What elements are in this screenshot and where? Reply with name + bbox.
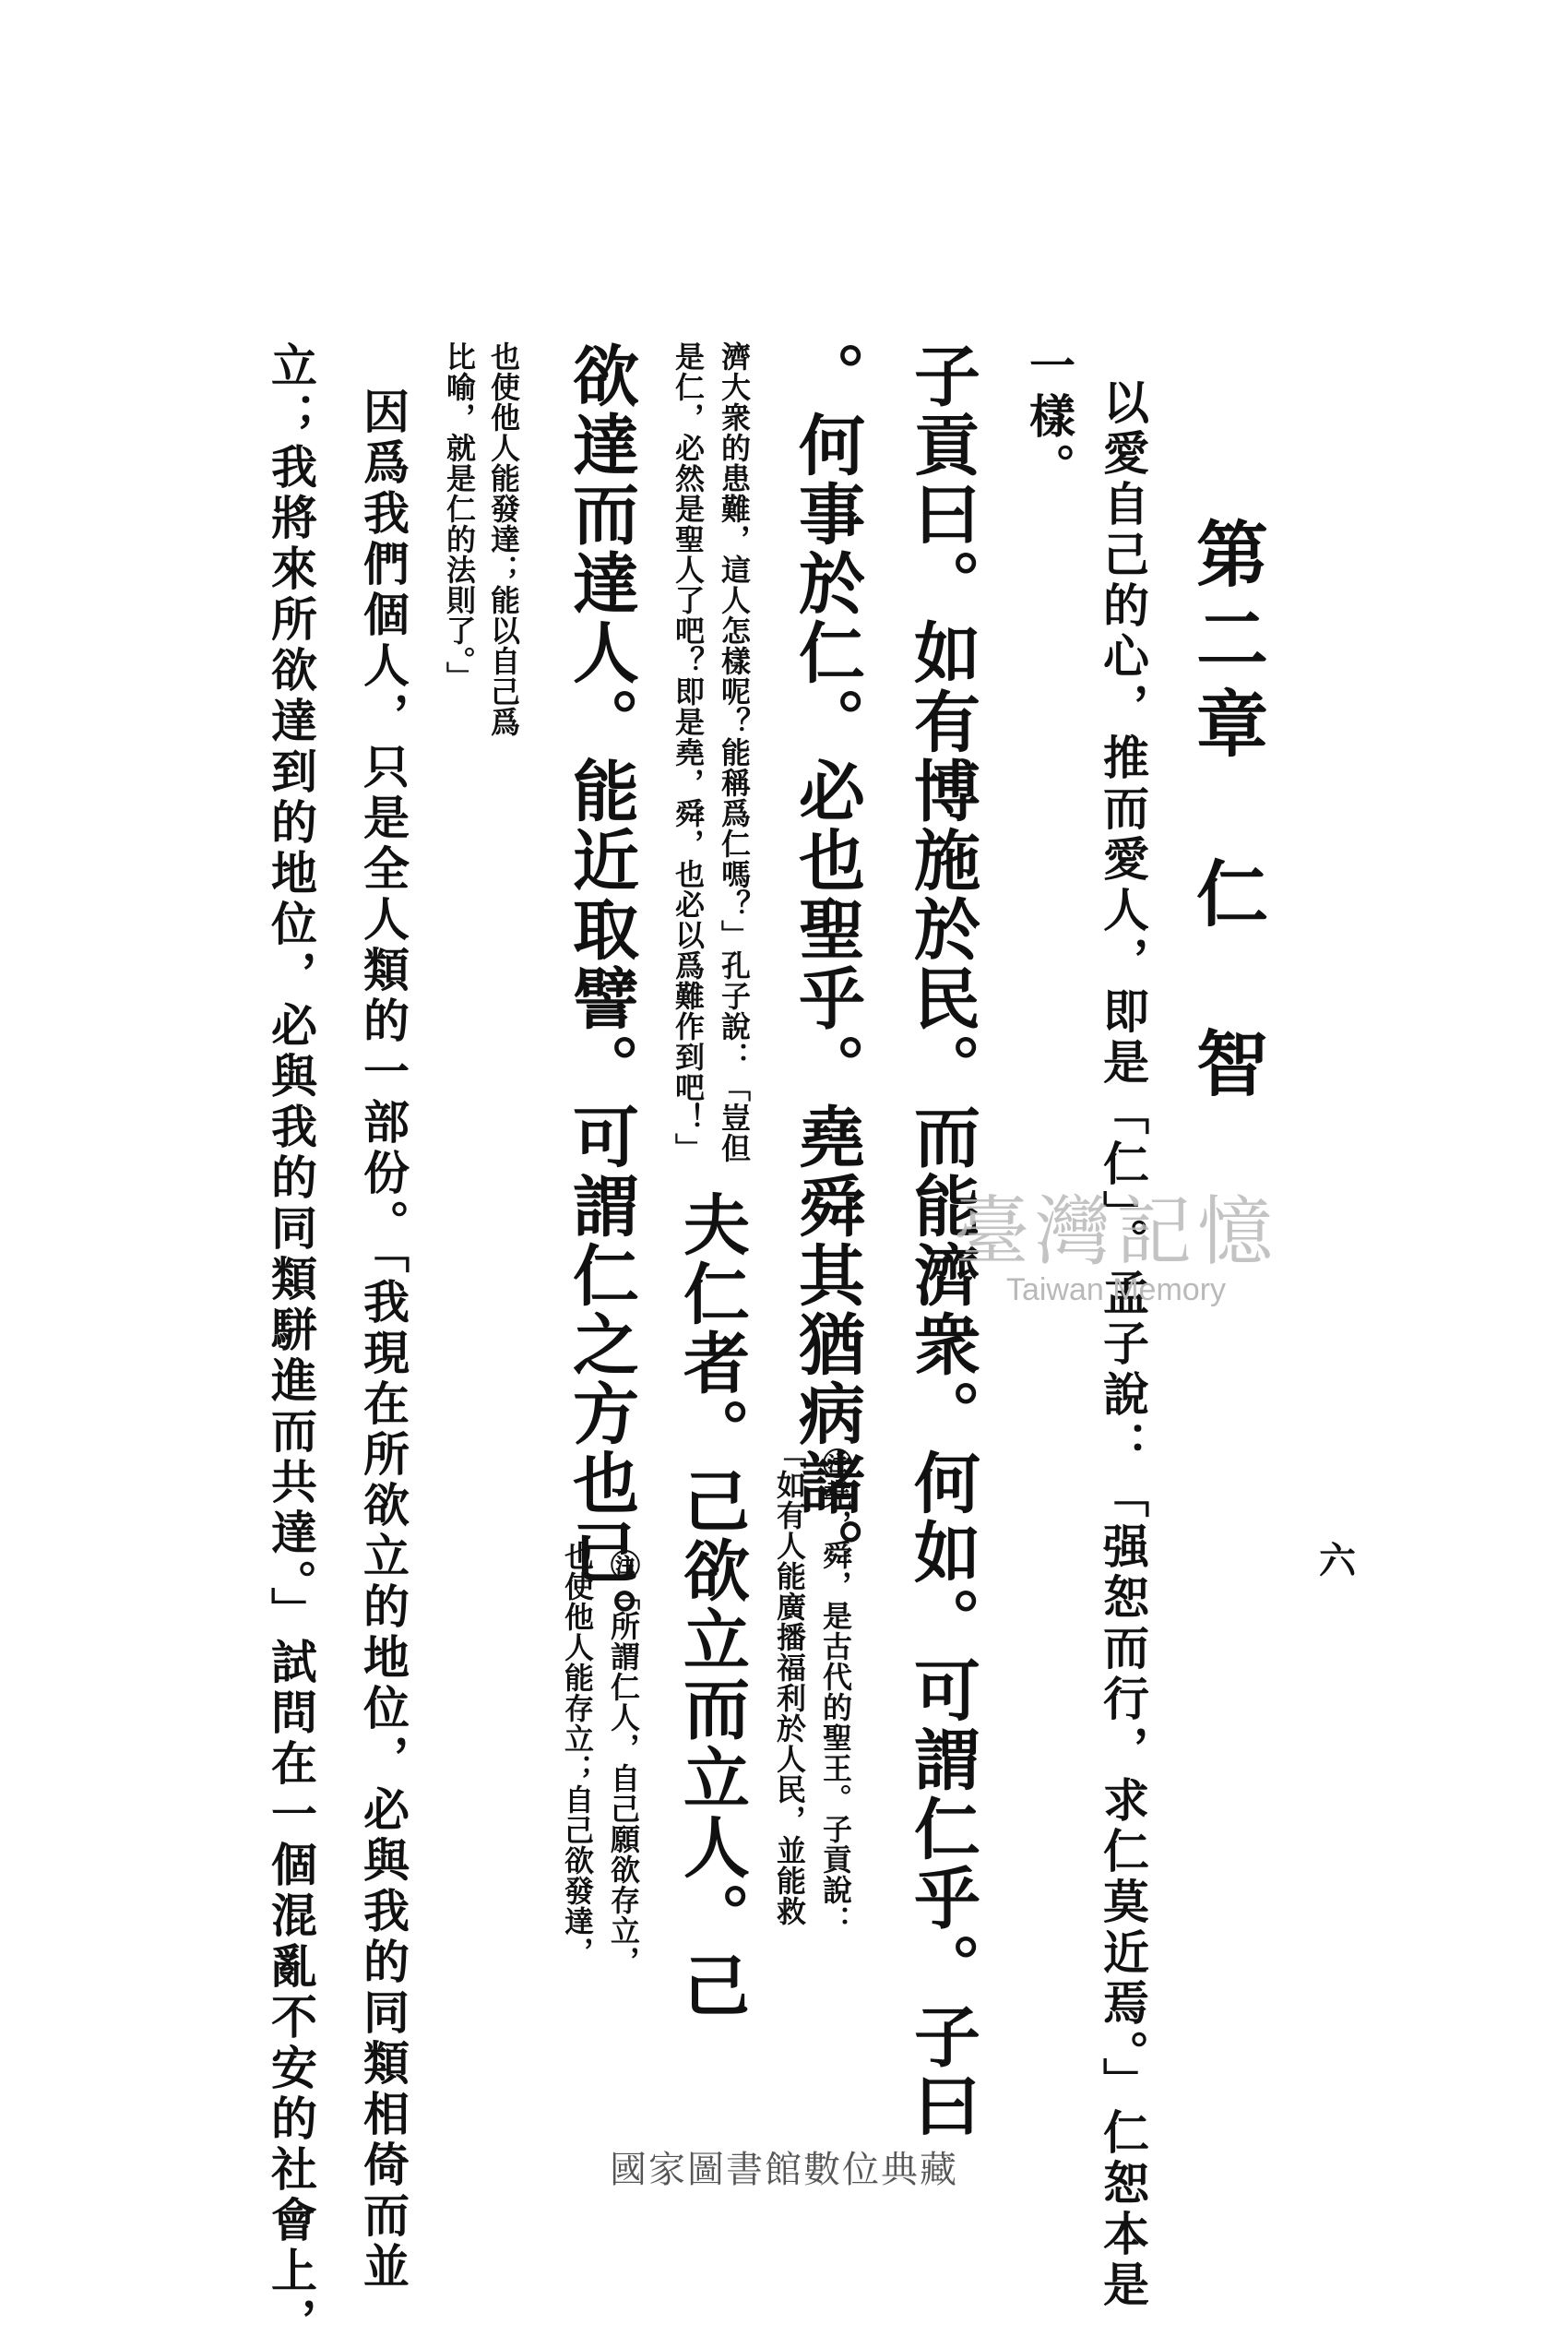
footer-credit: 國家圖書館數位典藏 [610,2149,958,2191]
text-column-4: 立；我將來所欲達到的地位，必與我的同類駢進而共達。」試問在一個混亂不安的社會上， [264,341,318,2348]
note-column-6: 也使他人能存立；自己欲發達， [560,1541,595,1967]
note-column-5: ㊟「所謂仁人，自己願欲存立， [606,1550,641,1976]
text-column-3: 因爲我們個人，只是全人類的一部份。「我現在所欲立的地位，必與我的同類相倚而並 [356,387,410,2293]
note-column-1: ㊟堯，舜，是古代的聖王。子貢說： [818,1448,853,1936]
text-column-1: 以愛自己的心，推而愛人，即是「仁」。孟子說：「强恕而行，求仁莫近焉。」仁恕本是 [1096,378,1150,2311]
note-column-2: 「如有人能廣播福利於人民，並能救 [772,1439,807,1926]
note-column-4: 是仁，必然是聖人了吧？即是堯，舜，也必以爲難作到吧！」 [671,341,706,1163]
watermark-english: Taiwan Memory [1005,1272,1227,1307]
watermark [950,1172,1282,1308]
chapter-title: 第二章 仁 智 [1184,517,1268,1111]
page-number: 六 [1319,1539,1356,1582]
quote-column-1: 子貢曰。如有博施於民。而能濟衆。何如。可謂仁乎。子曰 [903,341,981,2140]
watermark-chinese: 臺灣記憶 [953,1188,1278,1276]
quote-column-2: 。何事於仁。必也聖乎。堯舜其猶病諸。 [788,341,866,1587]
quote-column-4: 欲達而達人。能近取譬。可謂仁之方也已。 [562,341,640,1656]
text-column-2: 一樣。 [1022,341,1076,494]
note-column-7: 也使他人能發達；能以自己爲 [486,341,521,737]
note-column-8: 比喻，就是仁的法則了。」 [442,341,477,692]
note-column-3: 濟大衆的患難，這人怎樣呢？能稱爲仁嗎？」孔子說：「豈但 [717,341,752,1163]
quote-column-3: 夫仁者。己欲立而立人。己 [672,1190,751,2020]
